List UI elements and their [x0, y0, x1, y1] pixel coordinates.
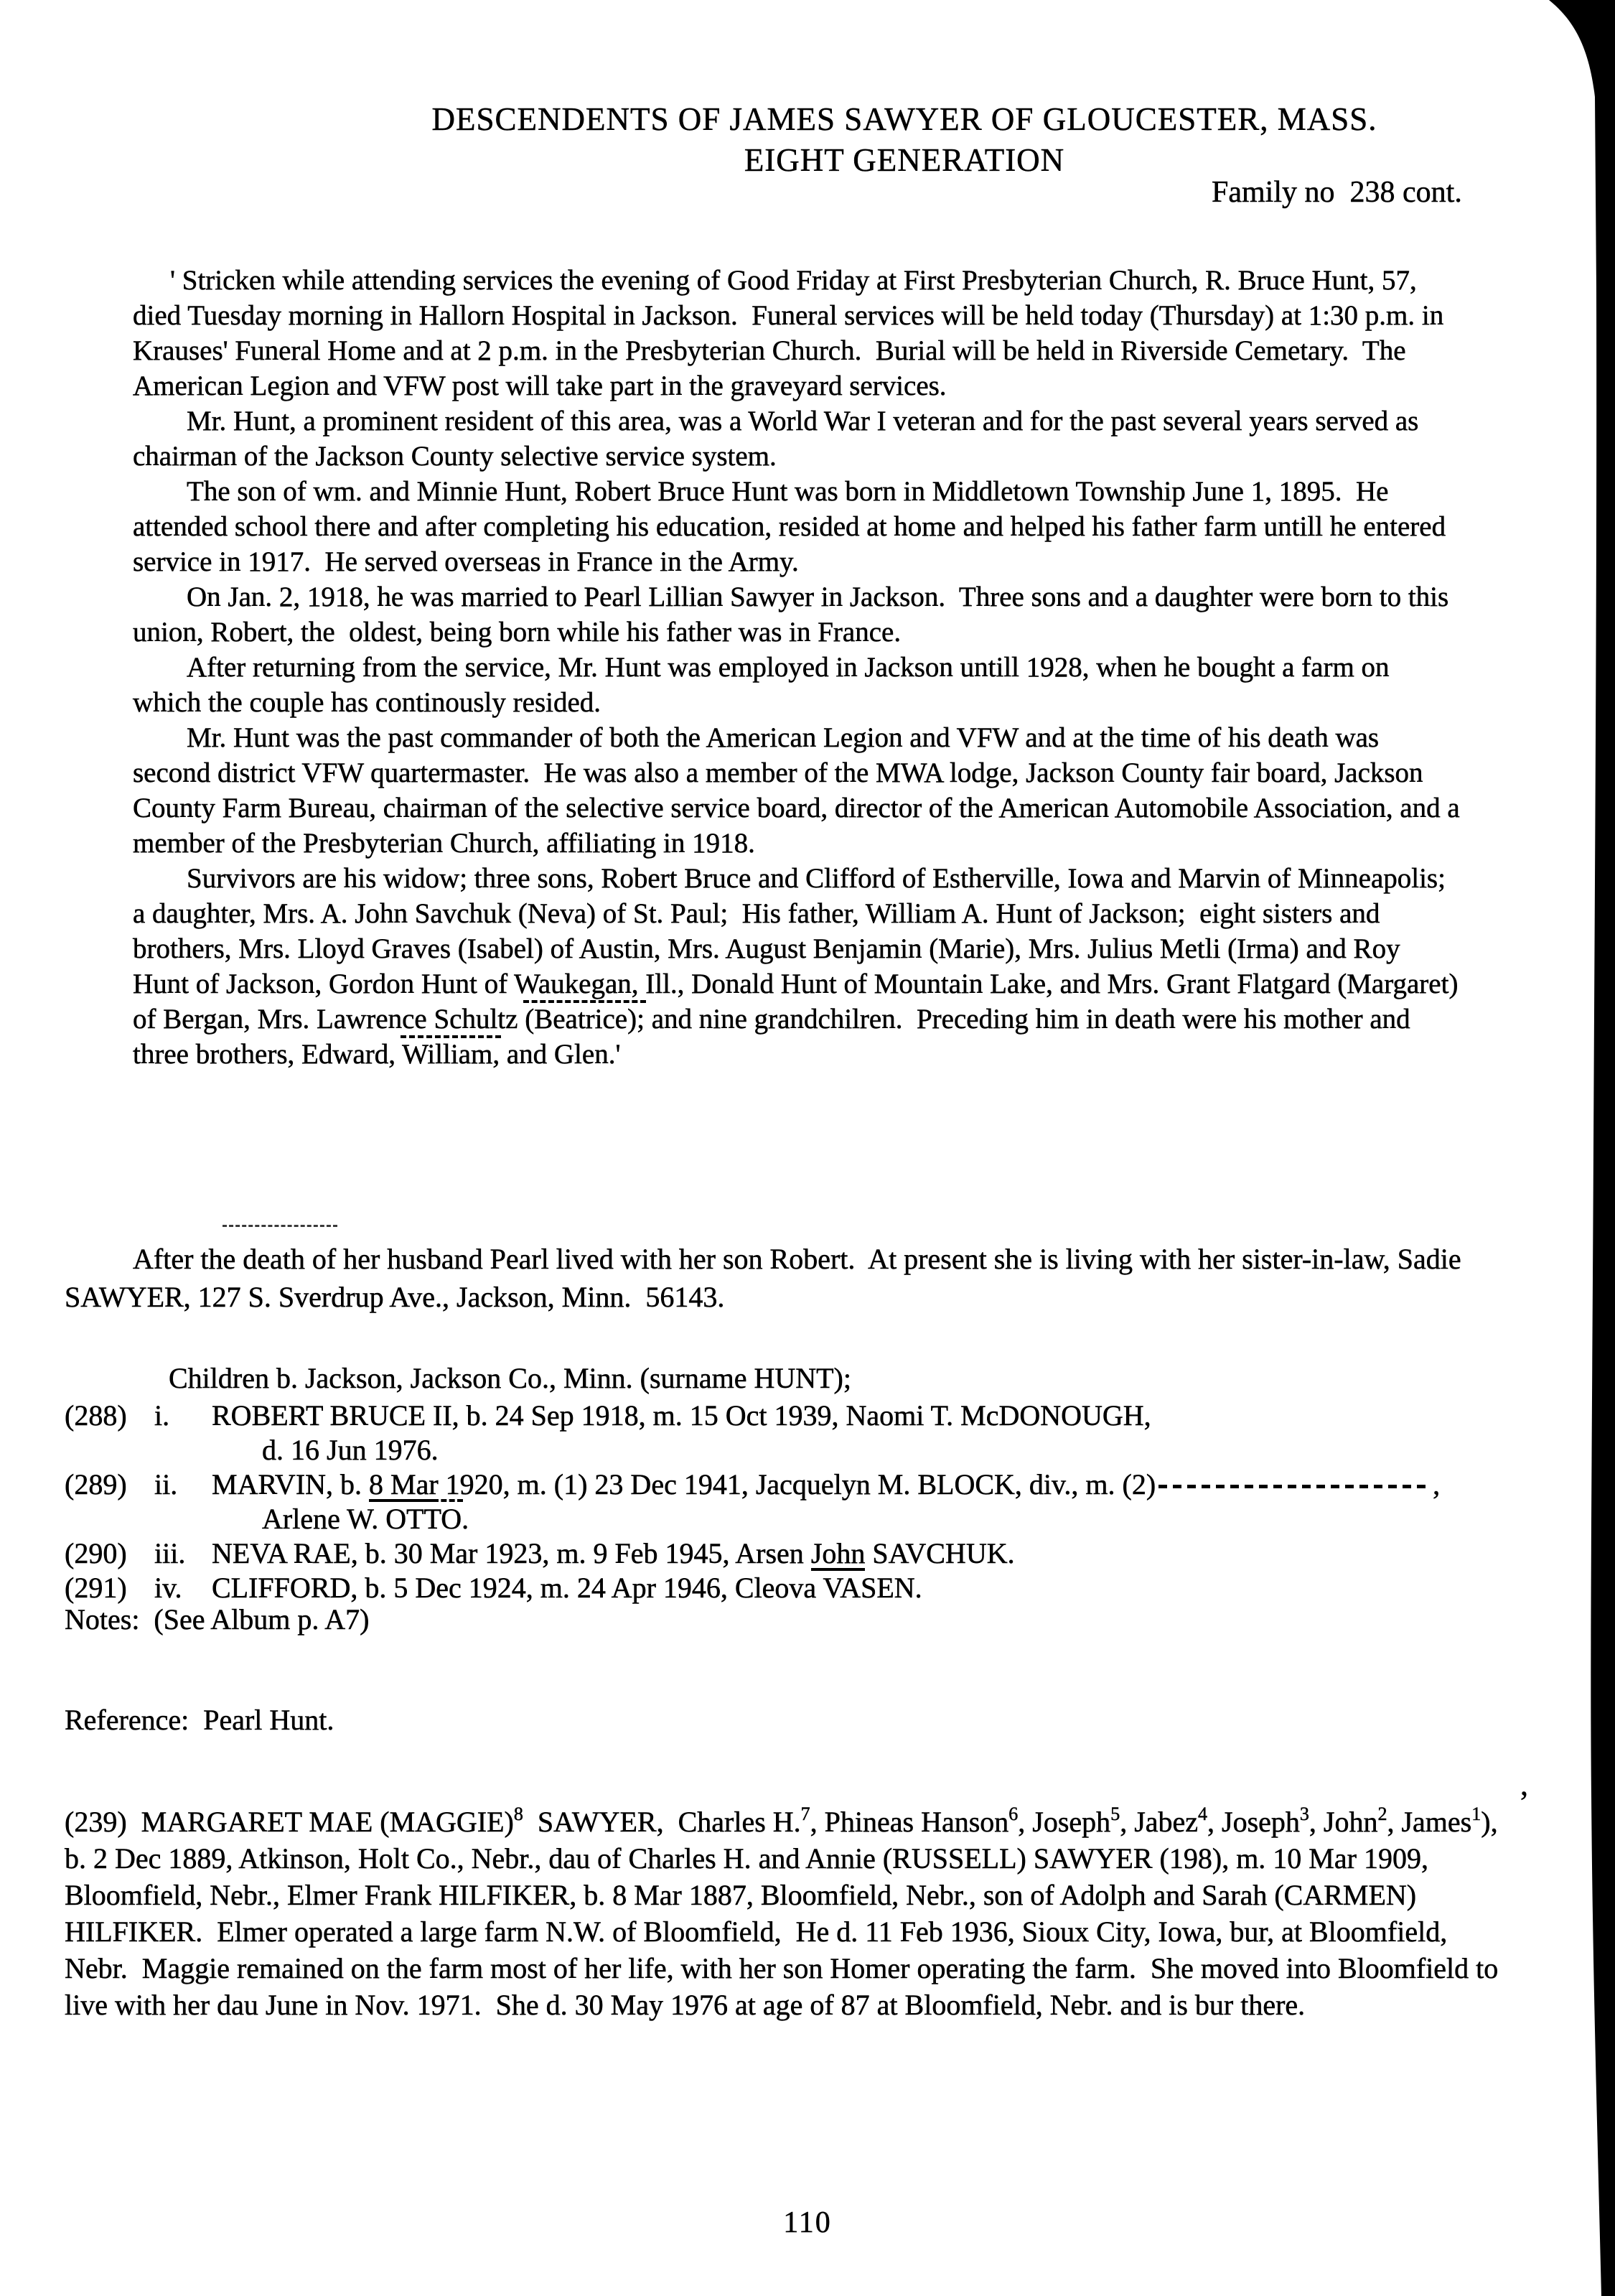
- child-entry-continuation: Arlene W. OTTO.: [262, 1503, 469, 1535]
- children-header: Children b. Jackson, Jackson Co., Minn. (surname HUNT);: [169, 1362, 851, 1394]
- obituary-paragraph-4: On Jan. 2, 1918, he was married to Pearl Lillian Sawyer in Jackson. Three sons and a daughter were born to this union, Robert, the oldest, being born while his father was in France.: [133, 582, 1449, 648]
- page-title: DESCENDENTS OF JAMES SAWYER OF GLOUCESTER, MASS.: [431, 101, 1377, 137]
- child-entry-continuation: d. 16 Jun 1976.: [262, 1434, 439, 1466]
- child-roman: iii.: [154, 1537, 186, 1569]
- entry-239-paragraph: (239) MARGARET MAE (MAGGIE)$^8$ SAWYER, Charles H.$^7$, Phineas Hanson$^6$, Joseph$^5$, Jabez$^4$, Joseph$^3$, John$^2$, James$^1$), b. 2 Dec 1889, Atkinson, Holt Co., Nebr., dau of Charles H. and Annie (RUSSELL) SAWYER (198), m. 10 Mar 1909, Bloomfield, Nebr., Elmer Frank HILFIKER, b. 8 Mar 1887, Bloomfield, Nebr., son of Adolph and Sarah (CARMEN) HILFIKER. Elmer operated a large farm N.W. of Bloomfield, He d. 11 Feb 1936, Sioux City, Iowa, bur, at Bloomfield, Nebr. Maggie remained on the farm most of her life, with her son Homer operating the farm. She moved into Bloomfield to live with her dau June in Nov. 1971. She d. 30 May 1976 at age of 87 at Bloomfield, Nebr. and is bur there.: [65, 1803, 1499, 2021]
- reference-line: Reference: Pearl Hunt.: [65, 1704, 334, 1736]
- child-roman: ii.: [154, 1468, 178, 1501]
- child-row-290: [65, 1536, 1601, 1570]
- scan-artifact-dashes: [223, 1225, 337, 1227]
- book-binding-edge: [1525, 0, 1615, 2296]
- child-entry: MARVIN, b. 8 Mar 1920, m. (1) 23 Dec 1941, Jacquelyn M. BLOCK, div., m. (2) ,: [212, 1468, 1441, 1501]
- child-row-289-continuation: [65, 1502, 1615, 1536]
- child-number: (289): [65, 1468, 127, 1501]
- child-row-291: [65, 1571, 1601, 1605]
- child-number: (290): [65, 1537, 127, 1569]
- obituary-block: [133, 263, 1462, 1072]
- child-row-288: [65, 1399, 1601, 1432]
- child-row-289: [65, 1467, 1601, 1501]
- child-number: (288): [65, 1399, 127, 1432]
- generation-subtitle: EIGHT GENERATION: [744, 142, 1065, 178]
- obituary-paragraph-7: Survivors are his widow; three sons, Robert Bruce and Clifford of Estherville, Iowa and Marvin of Minneapolis; a daughter, Mrs. A. John Savchuk (Neva) of St. Paul; His father, William A. Hunt of Jackson; eight sisters and brothers, Mrs. Lloyd Graves (Isabel) of Austin, Mrs. August Benjamin (Marie), Mrs. Julius Metli (Irma) and Roy Hunt of Jackson, Gordon Hunt of Waukegan, Ill., Donald Hunt of Mountain Lake, and Mrs. Grant Flatgard (Margaret) of Bergan, Mrs. Lawrence Schultz (Beatrice); and nine grandchilren. Preceding him in death were his mother and three brothers, Edward, William, and Glen.': [133, 863, 1459, 1070]
- notes-line: Notes: (See Album p. A7): [65, 1603, 370, 1635]
- child-entry: ROBERT BRUCE II, b. 24 Sep 1918, m. 15 Oct 1939, Naomi T. McDONOUGH,: [212, 1399, 1151, 1432]
- obituary-paragraph-6: Mr. Hunt was the past commander of both the American Legion and VFW and at the time of his death was second district VFW quartermaster. He was also a member of the MWA lodge, Jackson County fair board, Jackson County Farm Bureau, chairman of the selective service board, director of the American Automobile Association, and a member of the Presbyterian Church, affiliating in 1918.: [133, 722, 1460, 859]
- child-number: (291): [65, 1572, 127, 1604]
- child-roman: iv.: [154, 1572, 182, 1604]
- obituary-paragraph-5: After returning from the service, Mr. Hunt was employed in Jackson untill 1928, when he bought a farm on which the couple has continously resided.: [133, 652, 1390, 718]
- child-roman: i.: [154, 1399, 170, 1432]
- obituary-paragraph-2: Mr. Hunt, a prominent resident of this area, was a World War I veteran and for the past several years served as chairman of the Jackson County selective service system.: [133, 406, 1419, 472]
- family-number: Family no 238 cont.: [1212, 176, 1462, 209]
- page-header: [194, 99, 1615, 181]
- after-death-paragraph: After the death of her husband Pearl lived with her son Robert. At present she is living with her sister-in-law, Sadie SAWYER, 127 S. Sverdrup Ave., Jackson, Minn. 56143.: [65, 1243, 1461, 1313]
- child-entry: CLIFFORD, b. 5 Dec 1924, m. 24 Apr 1946, Cleova VASEN.: [212, 1572, 922, 1604]
- child-entry: NEVA RAE, b. 30 Mar 1923, m. 9 Feb 1945, Arsen John SAVCHUK.: [212, 1537, 1015, 1569]
- obituary-paragraph-3: The son of wm. and Minnie Hunt, Robert Bruce Hunt was born in Middletown Township June 1, 1895. He attended school there and after completing his education, resided at home and helped his father farm untill he entered service in 1917. He served overseas in France in the Army.: [133, 476, 1446, 577]
- scan-artifact-comma: ,: [1520, 1767, 1528, 1802]
- page-number: 110: [783, 2206, 832, 2239]
- child-row-288-continuation: [65, 1433, 1615, 1467]
- obituary-paragraph-1: ' Stricken while attending services the evening of Good Friday at First Presbyterian Church, R. Bruce Hunt, 57, died Tuesday morning in Hallorn Hospital in Jackson. Funeral services will be held today (Thursday) at 1:30 p.m. in Krauses' Funeral Home and at 2 p.m. in the Presbyterian Church. Burial will be held in Riverside Cemetary. The American Legion and VFW post will take part in the graveyard services.: [133, 265, 1444, 401]
